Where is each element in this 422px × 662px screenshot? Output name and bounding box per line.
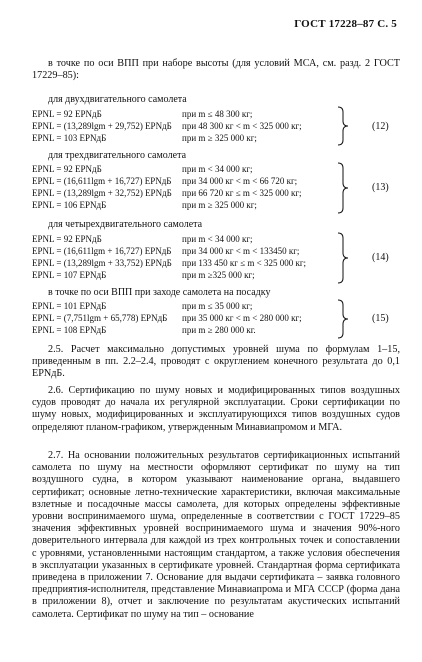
formula-left: EPNL = (13,289lgm + 29,752) EPNдБ <box>32 121 172 131</box>
formula-left: EPNL = 103 EPNдБ <box>32 133 107 143</box>
formula-left: EPNL = 92 EPNдБ <box>32 109 102 119</box>
formula-condition: при 48 300 кг < m < 325 000 кг; <box>182 121 302 131</box>
formula-condition: при 35 000 кг < m < 280 000 кг; <box>182 313 302 323</box>
formula-left: EPNL = (13,289lgm + 32,752) EPNдБ <box>32 188 172 198</box>
brace-12 <box>336 106 350 146</box>
formula-left: EPNL = (16,611lgm + 16,727) EPNдБ <box>32 176 172 186</box>
formula-condition: при 34 000 кг < m < 66 720 кг; <box>182 176 298 186</box>
formula-left: EPNL = 106 EPNдБ <box>32 200 107 210</box>
brace-15 <box>336 299 350 339</box>
formula-left: EPNL = 108 EPNдБ <box>32 325 107 335</box>
brace-13 <box>336 162 350 214</box>
equation-number-14: (14) <box>372 252 389 263</box>
group-title-landing: в точке по оси ВПП при заходе самолета на посадку <box>48 287 271 298</box>
page-header: ГОСТ 17228–87 С. 5 <box>294 18 397 30</box>
formula-condition: при m ≥ 325 000 кг; <box>182 133 257 143</box>
formula-left: EPNL = (7,751lgm + 65,778) EPNдБ <box>32 313 168 323</box>
formula-condition: при m ≥ 280 000 кг. <box>182 325 256 335</box>
formula-condition: при m ≥325 000 кг; <box>182 270 255 280</box>
formula-condition: при 66 720 кг ≤ m < 325 000 кг; <box>182 188 302 198</box>
equation-number-15: (15) <box>372 313 389 324</box>
formula-condition: при m ≤ 48 300 кг; <box>182 109 253 119</box>
equation-number-13: (13) <box>372 182 389 193</box>
formula-condition: при m ≥ 325 000 кг; <box>182 200 257 210</box>
group-title-three-engine: для трехдвигательного самолета <box>48 150 187 161</box>
brace-14 <box>336 232 350 284</box>
formula-condition: при 133 450 кг ≤ m < 325 000 кг; <box>182 258 307 268</box>
formula-left: EPNL = 101 EPNдБ <box>32 301 107 311</box>
formula-condition: при m < 34 000 кг; <box>182 164 253 174</box>
formula-condition: при m < 34 000 кг; <box>182 234 253 244</box>
formula-left: EPNL = (16,611lgm + 16,727) EPNдБ <box>32 246 172 256</box>
group-title-four-engine: для четырехдвигательного самолета <box>48 219 203 230</box>
formula-block-13 <box>32 164 372 212</box>
paragraph-2-6: 2.6. Сертификацию по шуму новых и модифицированных типов воздушных судов проводят до начала их регулярной эксплуатации. Сроки сертификации по шуму новых, модифицированных и эксплуатирующихся типов воздушных судов определяют планом-графиком, утвержденным Минавиапромом и МГА. <box>32 385 400 433</box>
intro-paragraph: в точке по оси ВПП при наборе высоты (для условий МСА, см. разд. 2 ГОСТ 17229–85): <box>32 58 400 82</box>
paragraph-2-7: 2.7. На основании положительных результатов сертификационных испытаний самолета по шуму на местности оформляют сертификат по шуму на тип воздушного судна, в котором указывают наименование органа, выдавшего сертификат; основные летно-технические характеристики, включая максимальные взлетные и посадочные массы самолета, для которых определены эффективные уровни воспринимаемого шума, определенные в соответствии с ГОСТ 17229–85 значения эффективных уровней воспринимаемого шума и значения 90%-ного доверительного интервала для каждой из трех контрольных точек и сопоставлении с уровнями, установленными настоящим стандартом, а также условия обеспечения в эксплуатации указанных в сертификате уровней. Стандартная форма сертификата приведена в приложении 7. Основание для выдачи сертификата – заявка головного предприятия-исполнителя, представление Минавиапрома и МГА СССР (форма дана в приложении 8), отчет и заключение по результатам акустических испытаний самолета. Сертификат по шуму на тип – основание <box>32 450 400 620</box>
formula-block-15 <box>32 301 372 337</box>
equation-number-12: (12) <box>372 121 389 132</box>
formula-left: EPNL = (13,289lgm + 33,752) EPNдБ <box>32 258 172 268</box>
formula-left: EPNL = 92 EPNдБ <box>32 234 102 244</box>
formula-block-12 <box>32 109 372 145</box>
group-title-twin-engine: для двухдвигательного самолета <box>48 94 187 105</box>
formula-condition: при m ≤ 35 000 кг; <box>182 301 253 311</box>
formula-left: EPNL = 107 EPNдБ <box>32 270 107 280</box>
formula-condition: при 34 000 кг < m < 133450 кг; <box>182 246 300 256</box>
formula-left: EPNL = 92 EPNдБ <box>32 164 102 174</box>
paragraph-2-5: 2.5. Расчет максимально допустимых уровней шума по формулам 1–15, приведенным в пп. 2.2–2.4, проводят с округлением конечного результата до 0,1 EPNдБ. <box>32 344 400 380</box>
formula-block-14 <box>32 234 372 282</box>
